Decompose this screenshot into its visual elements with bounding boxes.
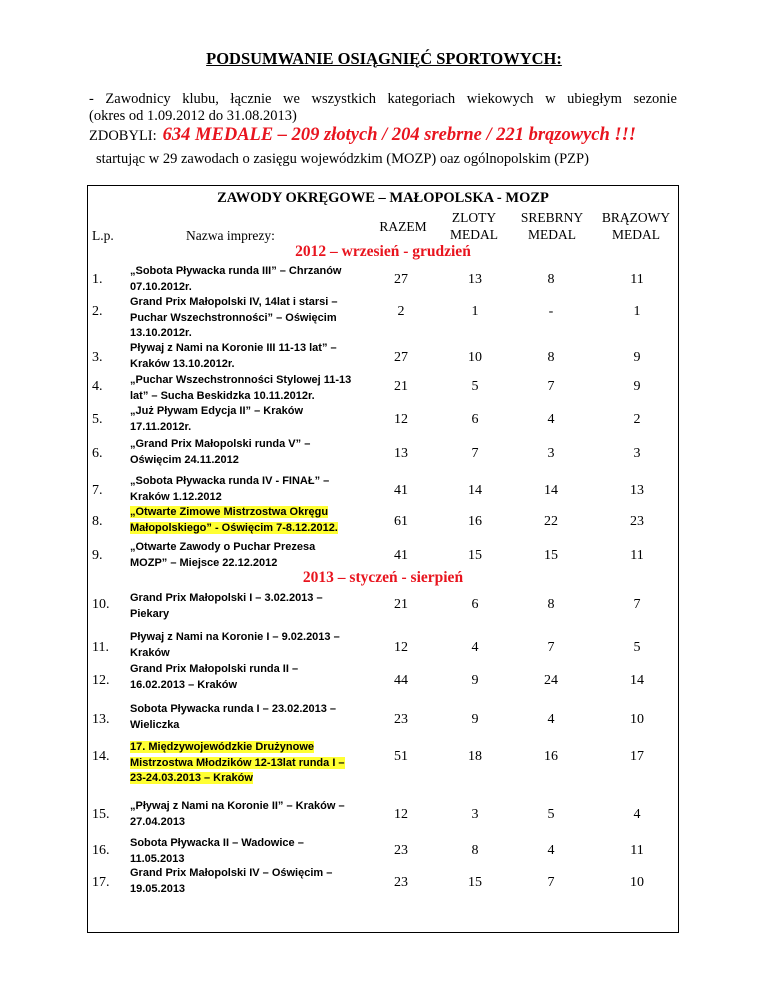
intro-line-1: - Zawodnicy klubu, łącznie we wszystkich kategoriach wiekowych w ubiegłym sezonie xyxy=(89,91,677,107)
cell-zloty: 7 xyxy=(471,446,479,461)
cell-brazowy: 4 xyxy=(633,807,641,822)
cell-razem: 23 xyxy=(394,843,408,858)
section-2013: 2013 – styczeń - sierpień xyxy=(302,569,464,586)
cell-srebrny: 16 xyxy=(544,749,558,764)
cell-zloty: 9 xyxy=(471,673,479,688)
row-number: 12. xyxy=(92,673,110,688)
header-brazowy xyxy=(595,209,677,243)
event-name: „Otwarte Zimowe Mistrzostwa Okręgu Małopolskiego” - Oświęcim 7-8.12.2012. xyxy=(130,506,338,534)
cell-brazowy: 5 xyxy=(633,640,641,655)
cell-brazowy: 10 xyxy=(630,875,644,890)
row-number: 15. xyxy=(92,807,110,822)
cell-razem: 41 xyxy=(394,548,408,563)
page-title: PODSUMWANIE OSIĄGNIĘĆ SPORTOWYCH: xyxy=(206,49,562,68)
cell-razem: 27 xyxy=(394,350,408,365)
event-name: Grand Prix Małopolski IV – Oświęcim – 19.05.2013 xyxy=(130,867,333,895)
cell-brazowy: 17 xyxy=(630,749,644,764)
cell-zloty: 8 xyxy=(471,843,479,858)
header-name: Nazwa imprezy: xyxy=(186,228,275,243)
cell-srebrny: 15 xyxy=(544,548,558,563)
cell-srebrny: 8 xyxy=(547,272,555,287)
event-name: Sobota Pływacka II – Wadowice – 11.05.2013 xyxy=(130,837,304,865)
cell-srebrny: 14 xyxy=(544,483,558,498)
row-number: 1. xyxy=(92,272,103,287)
cell-brazowy: 9 xyxy=(633,379,641,394)
cell-zloty: 5 xyxy=(471,379,479,394)
event-name: Grand Prix Małopolski runda II – 16.02.2013 – Kraków xyxy=(130,663,299,691)
cell-srebrny: 5 xyxy=(547,807,555,822)
cell-zloty: 16 xyxy=(468,514,482,529)
medal-summary xyxy=(89,125,636,146)
cell-zloty: 13 xyxy=(468,272,482,287)
cell-brazowy: 13 xyxy=(630,483,644,498)
cell-brazowy: 11 xyxy=(630,272,644,287)
row-number: 4. xyxy=(92,379,103,394)
cell-razem: 2 xyxy=(397,304,405,319)
medal-total-highlight: 634 MEDALE – 209 złotych / 204 srebrne / 221 brązowych !!! xyxy=(162,125,637,145)
cell-srebrny: 4 xyxy=(547,712,555,727)
row-number: 5. xyxy=(92,412,103,427)
event-name: Grand Prix Małopolski IV, 14lat i starsi – Puchar Wszechstronności” – Oświęcim 13.10.2012r. xyxy=(130,296,338,339)
row-number: 10. xyxy=(92,597,110,612)
cell-srebrny: 4 xyxy=(547,843,555,858)
cell-srebrny: 22 xyxy=(544,514,558,529)
row-number: 14. xyxy=(92,749,110,764)
event-name: Sobota Pływacka runda I – 23.02.2013 – Wieliczka xyxy=(130,703,337,731)
row-number: 13. xyxy=(92,712,110,727)
event-name: 17. Międzywojewódzkie Drużynowe Mistrzostwa Młodzików 12-13lat runda I – 23-24.03.2013 – Kraków xyxy=(130,741,345,784)
cell-srebrny: 3 xyxy=(547,446,555,461)
cell-razem: 12 xyxy=(394,807,408,822)
header-lp: L.p. xyxy=(92,228,114,243)
cell-srebrny: 8 xyxy=(547,350,555,365)
event-name: Pływaj z Nami na Koronie III 11-13 lat” – Kraków 13.10.2012r. xyxy=(130,342,337,370)
cell-razem: 44 xyxy=(394,673,408,688)
intro-line-2: (okres od 1.09.2012 do 31.08.2013) xyxy=(89,108,297,124)
cell-zloty: 6 xyxy=(471,597,479,612)
header-srebrny xyxy=(514,209,590,243)
header-razem: RAZEM xyxy=(379,219,427,234)
event-name: „Otwarte Zawody o Puchar Prezesa MOZP” – Miejsce 22.12.2012 xyxy=(130,541,316,569)
cell-razem: 51 xyxy=(394,749,408,764)
section-2012: 2012 – wrzesień - grudzień xyxy=(295,243,471,260)
cell-zloty: 4 xyxy=(471,640,479,655)
row-number: 3. xyxy=(92,350,103,365)
cell-brazowy: 10 xyxy=(630,712,644,727)
cell-razem: 21 xyxy=(394,597,408,612)
competitions-summary: startując w 29 zawodach o zasięgu wojewódzkim (MOZP) oaz ogólnopolskim (PZP) xyxy=(96,151,589,167)
cell-srebrny: - xyxy=(548,304,554,319)
event-name: Grand Prix Małopolski I – 3.02.2013 – Piekary xyxy=(130,592,323,620)
cell-brazowy: 14 xyxy=(630,673,644,688)
cell-zloty: 18 xyxy=(468,749,482,764)
cell-razem: 61 xyxy=(394,514,408,529)
cell-zloty: 14 xyxy=(468,483,482,498)
cell-brazowy: 9 xyxy=(633,350,641,365)
cell-srebrny: 7 xyxy=(547,640,555,655)
cell-razem: 13 xyxy=(394,446,408,461)
cell-srebrny: 24 xyxy=(544,673,558,688)
event-name: „Sobota Pływacka runda IV - FINAŁ” – Kraków 1.12.2012 xyxy=(130,475,330,503)
row-number: 6. xyxy=(92,446,103,461)
cell-zloty: 9 xyxy=(471,712,479,727)
cell-srebrny: 8 xyxy=(547,597,555,612)
header-brazowy-line1: BRĄZOWY xyxy=(601,210,671,225)
event-name: „Grand Prix Małopolski runda V” – Oświęcim 24.11.2012 xyxy=(130,438,311,466)
cell-srebrny: 7 xyxy=(547,379,555,394)
header-srebrny-line1: SREBRNY xyxy=(520,210,584,225)
header-srebrny-line2: MEDAL xyxy=(528,227,576,242)
header-zloty xyxy=(439,209,509,243)
cell-brazowy: 11 xyxy=(630,548,644,563)
won-label: ZDOBYLI: xyxy=(89,128,157,144)
cell-zloty: 15 xyxy=(468,548,482,563)
cell-srebrny: 7 xyxy=(547,875,555,890)
cell-brazowy: 3 xyxy=(633,446,641,461)
cell-razem: 27 xyxy=(394,272,408,287)
cell-razem: 12 xyxy=(394,412,408,427)
event-name: „Puchar Wszechstronności Stylowej 11-13 lat” – Sucha Beskidzka 10.11.2012r. xyxy=(130,374,352,402)
event-name: „Już Pływam Edycja II” – Kraków 17.11.2012r. xyxy=(130,405,304,433)
row-number: 11. xyxy=(92,640,109,655)
header-brazowy-line2: MEDAL xyxy=(612,227,660,242)
row-number: 9. xyxy=(92,548,103,563)
cell-brazowy: 2 xyxy=(633,412,641,427)
cell-brazowy: 7 xyxy=(633,597,641,612)
cell-zloty: 6 xyxy=(471,412,479,427)
cell-brazowy: 11 xyxy=(630,843,644,858)
cell-razem: 23 xyxy=(394,712,408,727)
cell-razem: 23 xyxy=(394,875,408,890)
event-name: „Sobota Pływacka runda III” – Chrzanów 07.10.2012r. xyxy=(130,265,342,293)
header-zloty-line2: MEDAL xyxy=(450,227,498,242)
cell-razem: 41 xyxy=(394,483,408,498)
cell-zloty: 10 xyxy=(468,350,482,365)
cell-zloty: 15 xyxy=(468,875,482,890)
cell-zloty: 3 xyxy=(471,807,479,822)
row-number: 7. xyxy=(92,483,103,498)
event-name: Pływaj z Nami na Koronie I – 9.02.2013 – Kraków xyxy=(130,631,340,659)
header-zloty-line1: ZLOTY xyxy=(451,210,497,225)
cell-brazowy: 1 xyxy=(633,304,641,319)
cell-razem: 21 xyxy=(394,379,408,394)
row-number: 16. xyxy=(92,843,110,858)
row-number: 2. xyxy=(92,304,103,319)
row-number: 17. xyxy=(92,875,110,890)
cell-srebrny: 4 xyxy=(547,412,555,427)
cell-brazowy: 23 xyxy=(630,514,644,529)
cell-razem: 12 xyxy=(394,640,408,655)
table-title: ZAWODY OKRĘGOWE – MAŁOPOLSKA - MOZP xyxy=(217,190,549,206)
cell-zloty: 1 xyxy=(471,304,479,319)
row-number: 8. xyxy=(92,514,103,529)
event-name: „Pływaj z Nami na Koronie II” – Kraków – 27.04.2013 xyxy=(130,800,345,828)
